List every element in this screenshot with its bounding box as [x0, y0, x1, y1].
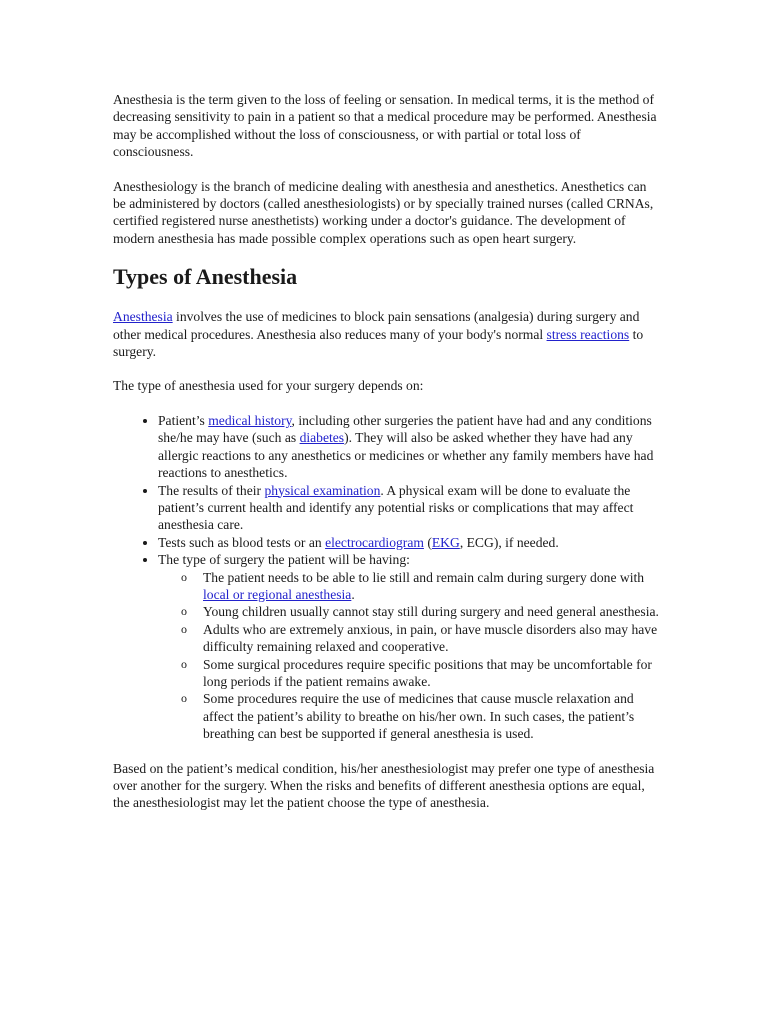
anesthesia-link[interactable]: Anesthesia [113, 309, 173, 325]
stress-reactions-link[interactable]: stress reactions [546, 326, 630, 342]
electrocardiogram-link[interactable]: electrocardiogram [325, 534, 424, 550]
list-text: Young children usually cannot stay still during surgery and need general anesthesia. [203, 604, 659, 620]
closing-paragraph: Based on the patient’s medical condition, his/her anesthesiologist may prefer one type of anesthesia over another for the surgery. When the risks and benefits of different anesthesia options are equal, the anesthesiologist may let the patient choose the type of anesthesia. [113, 760, 655, 811]
list-item-medical-history [158, 412, 661, 482]
sub-bullet-marker: o [181, 569, 187, 584]
list-text: . A physical exam will be done to evaluate the patient’s current health and identify any potential risks or complications that may affect anesthesia care. [158, 482, 634, 533]
list-text: Tests such as blood tests or an [158, 534, 326, 550]
list-text: Some surgical procedures require specific positions that may be uncomfortable for long periods if the patient remains awake. [203, 656, 652, 689]
list-item-physical-exam [158, 482, 661, 534]
sublist-item [181, 621, 661, 656]
sub-bullet-marker: o [181, 656, 187, 671]
sublist-item [181, 603, 661, 620]
surgery-type-sublist [158, 569, 661, 743]
sublist-item [181, 656, 661, 691]
list-text: , ECG), if needed. [459, 534, 559, 550]
sub-bullet-marker: o [181, 691, 187, 706]
diabetes-link[interactable]: diabetes [299, 430, 345, 446]
local-regional-anesthesia-link[interactable]: local or regional anesthesia [203, 586, 352, 602]
sub-bullet-marker: o [181, 604, 187, 619]
list-item-surgery-type [158, 551, 661, 742]
paragraph-text: to surgery. [113, 326, 644, 360]
list-text: Adults who are extremely anxious, in pain, or have muscle disorders also may have difficulty remaining relaxed and cooperative. [203, 621, 658, 655]
intro-paragraph-2: Anesthesiology is the branch of medicine dealing with anesthesia and anesthetics. Anesthetics can be administered by doctors (called anesthesiologists) or by specially trained nurses (called CRNAs, certified registered nurse anesthetists) working under a doctor's guidance. The development of modern anesthesia has made possible complex operations such as open heart surgery. [113, 178, 654, 246]
sublist-item [181, 569, 661, 604]
list-text: , including other surgeries the patient have had and any conditions she/he may have (such as [158, 412, 652, 446]
anesthesia-description-paragraph [113, 308, 661, 360]
list-text: ). They will also be asked whether they have had any allergic reactions to any anesthetics or medicines or whether any family members have had reactions to anesthetics. [158, 430, 654, 481]
sub-bullet-marker: o [181, 621, 187, 636]
list-text: Some procedures require the use of medicines that cause muscle relaxation and affect the patient’s ability to breathe on his/her own. In such cases, the patient’s breathing can best be supported if general anesthesia is used. [203, 691, 635, 742]
sublist-item [181, 690, 661, 742]
list-text: Patient’s [158, 412, 209, 428]
factors-list [113, 412, 661, 743]
list-text: The results of their [158, 482, 265, 498]
document-body [113, 91, 661, 829]
depends-on-paragraph: The type of anesthesia used for your surgery depends on: [113, 378, 424, 394]
list-text: ( [423, 534, 432, 550]
intro-paragraph-1: Anesthesia is the term given to the loss of feeling or sensation. In medical terms, it is the method of decreasing sensitivity to pain in a patient so that a medical procedure may be performed. Anesthesia may be accomplished without the loss of consciousness, or with partial or total loss of consciousness. [113, 92, 657, 160]
list-item-tests [158, 534, 661, 551]
section-heading: Types of Anesthesia [113, 264, 298, 290]
list-text: The type of surgery the patient will be having: [158, 552, 410, 568]
medical-history-link[interactable]: medical history [208, 412, 292, 428]
paragraph-text: involves the use of medicines to block pain sensations (analgesia) during surgery and other medical procedures. Anesthesia also reduces many of your body's normal [113, 309, 640, 342]
ekg-link[interactable]: EKG [431, 534, 460, 550]
physical-examination-link[interactable]: physical examination [264, 482, 381, 498]
list-text: The patient needs to be able to lie still and remain calm during surgery done with [203, 569, 645, 585]
list-text: . [351, 586, 355, 602]
